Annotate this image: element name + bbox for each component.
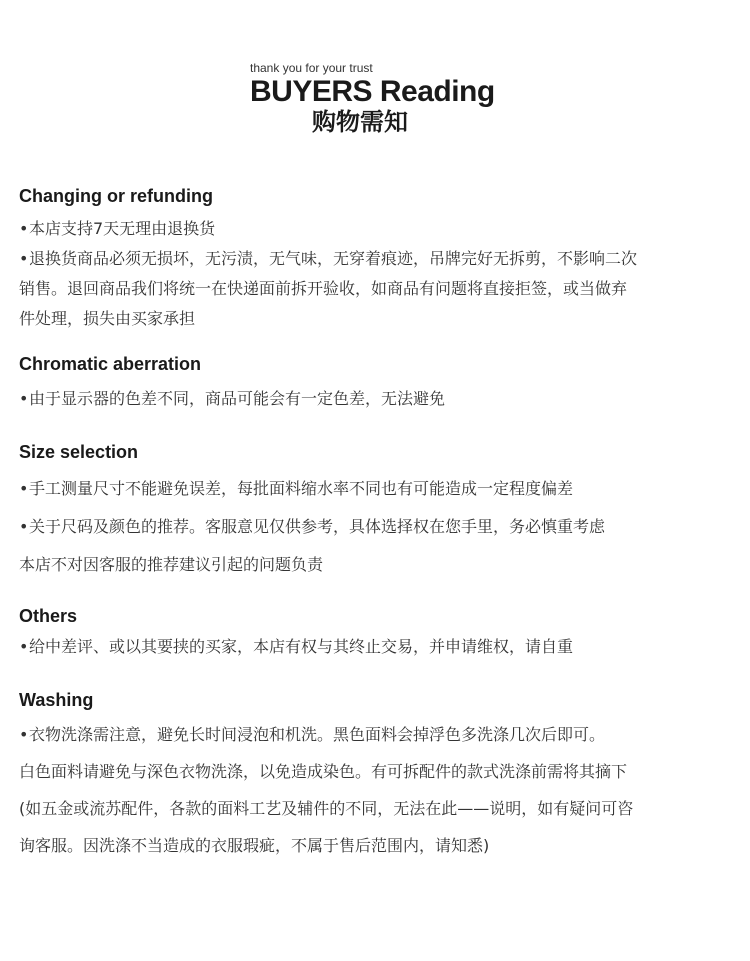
bullet-icon: • xyxy=(19,249,29,268)
list-item xyxy=(19,716,731,753)
section-title: Size selection xyxy=(19,442,139,462)
section-washing xyxy=(19,688,731,864)
line-continuation: 件处理，损失由买家承担 xyxy=(19,309,196,328)
line-text: 衣物洗涤需注意，避免长时间浸泡和机洗。黑色面料会掉浮色多洗涤几次后即可。 xyxy=(29,725,606,744)
line-text: 由于显示器的色差不同，商品可能会有一定色差，无法避免 xyxy=(29,389,446,408)
bullet-icon: • xyxy=(19,389,29,408)
line-continuation: 本店不对因客服的推荐建议引起的问题负责 xyxy=(19,555,324,574)
line-text: 关于尺码及颜色的推荐。客服意见仅供参考，具体选择权在您手里，务必慎重考虑 xyxy=(29,517,606,536)
line-continuation: (如五金或流苏配件，各款的面料工艺及辅件的不同，无法在此——说明，如有疑问可咨 xyxy=(19,799,634,818)
page-subtitle: 购物需知 xyxy=(312,108,408,136)
section-title: Changing or refunding xyxy=(19,186,213,206)
tagline: thank you for your trust xyxy=(250,61,373,75)
section-changing-refunding xyxy=(19,184,731,334)
section-title: Washing xyxy=(19,690,94,710)
line-continuation: 白色面料请避免与深色衣物洗涤，以免造成染色。有可拆配件的款式洗涤前需将其摘下 xyxy=(19,762,628,781)
bullet-icon: • xyxy=(19,479,29,498)
list-item xyxy=(19,244,731,274)
notice-content xyxy=(19,184,731,864)
line-text: 给中差评、或以其要挟的买家，本店有权与其终止交易，并申请维权，请自重 xyxy=(29,637,574,656)
section-title: Others xyxy=(19,606,78,626)
line-text: 本店支持7天无理由退换货 xyxy=(29,219,216,238)
list-item xyxy=(19,636,731,658)
brand-title: BUYERS Reading xyxy=(250,75,495,108)
header xyxy=(250,60,550,136)
line-continuation: 询客服。因洗涤不当造成的衣服瑕疵，不属于售后范围内，请知悉) xyxy=(19,836,490,855)
bullet-icon: • xyxy=(19,725,29,744)
list-item xyxy=(19,388,731,410)
list-item xyxy=(19,508,731,546)
list-item xyxy=(19,470,731,508)
section-others xyxy=(19,604,731,658)
section-chromatic-aberration xyxy=(19,352,731,410)
line-continuation: 销售。退回商品我们将统一在快递面前拆开验收，如商品有问题将直接拒签，或当做弃 xyxy=(19,279,628,298)
bullet-icon: • xyxy=(19,517,29,536)
section-size-selection xyxy=(19,440,731,584)
line-text: 退换货商品必须无损坏，无污渍，无气味，无穿着痕迹，吊牌完好无拆剪，不影响二次 xyxy=(29,249,638,268)
section-title: Chromatic aberration xyxy=(19,354,202,374)
bullet-icon: • xyxy=(19,219,29,238)
line-text: 手工测量尺寸不能避免误差，每批面料缩水率不同也有可能造成一定程度偏差 xyxy=(29,479,574,498)
bullet-icon: • xyxy=(19,637,29,656)
list-item xyxy=(19,214,731,244)
